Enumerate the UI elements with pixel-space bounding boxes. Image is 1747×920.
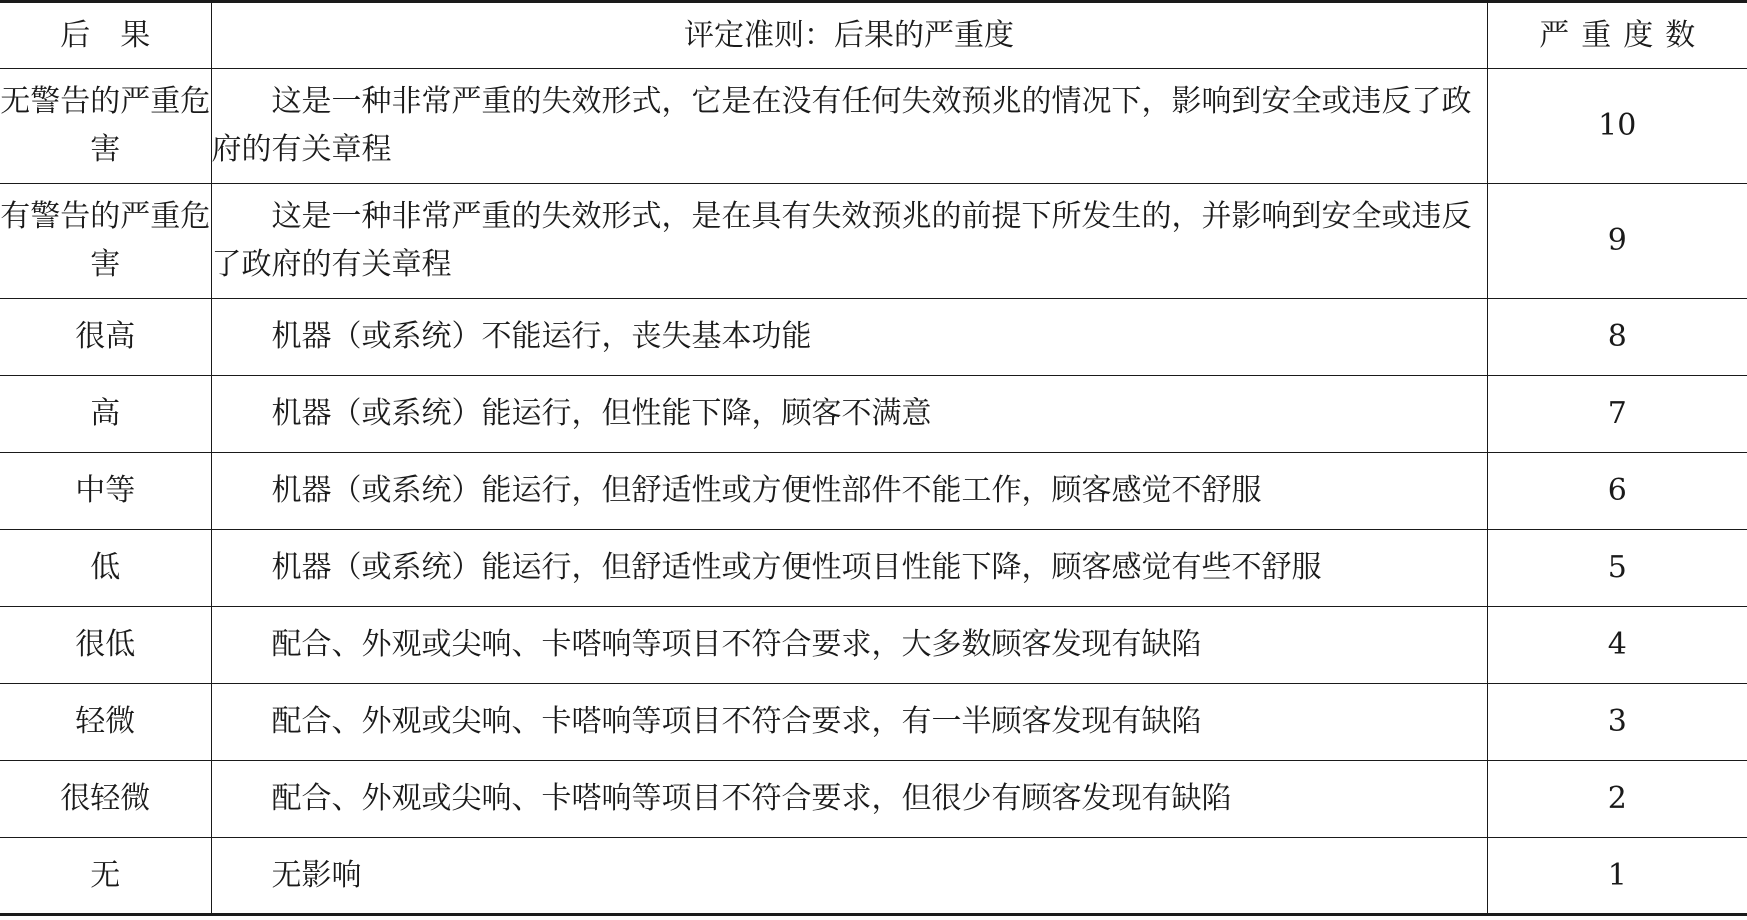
criteria-cell xyxy=(211,453,1487,530)
severity-cell: 3 xyxy=(1487,684,1747,761)
consequence-cell: 很高 xyxy=(0,299,211,376)
criteria-text: 配合、外观或尖响、卡嗒响等项目不符合要求，大多数顾客发现有缺陷 xyxy=(271,627,1202,662)
table-row xyxy=(0,184,1747,299)
severity-cell: 2 xyxy=(1487,761,1747,838)
severity-cell: 9 xyxy=(1487,184,1747,299)
criteria-cell xyxy=(211,299,1487,376)
consequence-cell: 高 xyxy=(0,376,211,453)
criteria-text: 这是一种非常严重的失效形式，是在具有失效预兆的前提下所发生的，并影响到安全或违反了政府的有关章程 xyxy=(211,199,1472,282)
criteria-text: 机器（或系统）不能运行，丧失基本功能 xyxy=(271,319,812,354)
consequence-cell: 低 xyxy=(0,530,211,607)
severity-cell: 1 xyxy=(1487,838,1747,915)
table-row xyxy=(0,530,1747,607)
consequence-cell: 无警告的严重危害 xyxy=(0,69,211,184)
severity-cell: 5 xyxy=(1487,530,1747,607)
criteria-cell xyxy=(211,184,1487,299)
criteria-text: 机器（或系统）能运行，但性能下降，顾客不满意 xyxy=(271,396,932,431)
criteria-text: 机器（或系统）能运行，但舒适性或方便性项目性能下降，顾客感觉有些不舒服 xyxy=(271,550,1322,585)
criteria-cell xyxy=(211,607,1487,684)
table-row xyxy=(0,376,1747,453)
criteria-cell xyxy=(211,838,1487,915)
consequence-cell: 有警告的严重危害 xyxy=(0,184,211,299)
criteria-cell xyxy=(211,69,1487,184)
criteria-text: 配合、外观或尖响、卡嗒响等项目不符合要求，有一半顾客发现有缺陷 xyxy=(271,704,1202,739)
header-criteria: 评定准则：后果的严重度 xyxy=(211,2,1487,69)
criteria-cell xyxy=(211,530,1487,607)
severity-cell: 8 xyxy=(1487,299,1747,376)
header-consequence: 后 果 xyxy=(0,2,211,69)
criteria-text: 配合、外观或尖响、卡嗒响等项目不符合要求，但很少有顾客发现有缺陷 xyxy=(271,781,1232,816)
header-severity: 严重度数 xyxy=(1487,2,1747,69)
table-row xyxy=(0,453,1747,530)
table-row xyxy=(0,761,1747,838)
table-row xyxy=(0,69,1747,184)
consequence-cell: 很轻微 xyxy=(0,761,211,838)
severity-cell: 6 xyxy=(1487,453,1747,530)
table-header-row xyxy=(0,2,1747,69)
criteria-cell xyxy=(211,684,1487,761)
criteria-cell xyxy=(211,376,1487,453)
consequence-cell: 很低 xyxy=(0,607,211,684)
consequence-cell: 无 xyxy=(0,838,211,915)
consequence-cell: 轻微 xyxy=(0,684,211,761)
table-row xyxy=(0,607,1747,684)
severity-cell: 7 xyxy=(1487,376,1747,453)
table-row xyxy=(0,838,1747,915)
table-row xyxy=(0,684,1747,761)
severity-cell: 4 xyxy=(1487,607,1747,684)
table-row xyxy=(0,299,1747,376)
criteria-cell xyxy=(211,761,1487,838)
criteria-text: 机器（或系统）能运行，但舒适性或方便性部件不能工作，顾客感觉不舒服 xyxy=(271,473,1262,508)
consequence-cell: 中等 xyxy=(0,453,211,530)
criteria-text: 这是一种非常严重的失效形式，它是在没有任何失效预兆的情况下，影响到安全或违反了政府的有关章程 xyxy=(211,84,1472,167)
criteria-text: 无影响 xyxy=(271,857,362,893)
severity-cell: 10 xyxy=(1487,69,1747,184)
